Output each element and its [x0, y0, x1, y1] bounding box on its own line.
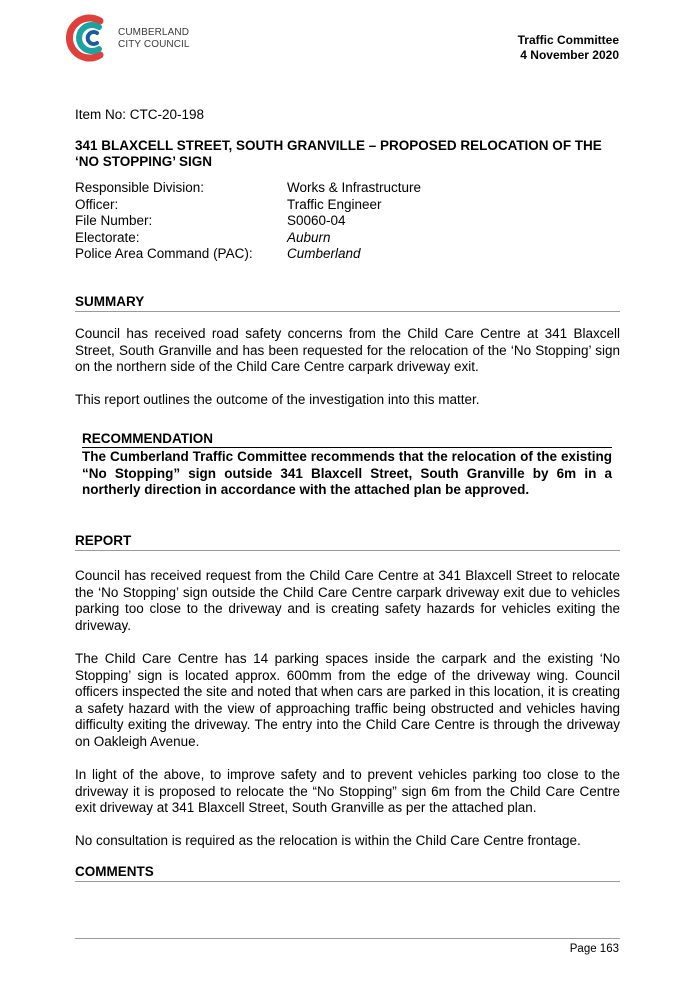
report-heading: REPORT: [75, 533, 620, 551]
meta-row: [75, 213, 421, 230]
cumberland-logo-icon: [66, 12, 114, 64]
meta-value: S0060-04: [287, 213, 346, 228]
logo-wordmark: [118, 27, 190, 51]
page-number: Page 163: [569, 943, 619, 955]
summary-paragraph-1: Council has received road safety concerns from the Child Care Centre at 341 Blaxcell Street, South Granville and has been requested for the relocation of the ‘No Stopping’ sign on the northern side of the Child Care Centre carpark driveway exit.: [75, 326, 620, 375]
report-paragraph-2: The Child Care Centre has 14 parking spaces inside the carpark and the existing ‘No Stopping’ sign is located approx. 600mm from the edge of the driveway wing. Council officers inspected the site and noted that when cars are parked in this location, it is creating a safety hazard with the view of approaching traffic being obstructed and vehicles having difficulty exiting the driveway. The entry into the Child Care Centre is through the driveway on Oakleigh Avenue.: [75, 651, 620, 749]
report-title: 341 BLAXCELL STREET, SOUTH GRANVILLE – PROPOSED RELOCATION OF THE ‘NO STOPPING’ SIGN: [75, 138, 602, 169]
meta-label: Electorate:: [75, 229, 140, 245]
report-meta: [75, 180, 421, 263]
recommendation-text: The Cumberland Traffic Committee recommends that the relocation of the existing “No Stopping” sign outside 341 Blaxcell Street, South Granville by 6m in a northerly direction in accordance with the attached plan be approved.: [82, 449, 612, 498]
item-number: Item No: CTC-20-198: [75, 107, 205, 122]
recommendation-heading: RECOMMENDATION: [82, 431, 612, 448]
meta-row: [75, 230, 421, 247]
meta-row: [75, 180, 421, 197]
report-paragraph-4: No consultation is required as the relocation is within the Child Care Centre frontage.: [75, 833, 581, 848]
meta-label: File Number:: [75, 213, 153, 228]
meta-value: Traffic Engineer: [287, 196, 382, 212]
footer-divider: [75, 938, 620, 939]
meeting-date: 4 November 2020: [520, 48, 619, 62]
meta-label: Police Area Command (PAC):: [75, 246, 253, 261]
report-paragraph-3: In light of the above, to improve safety and to prevent vehicles parking too close to the driveway it is proposed to relocate the “No Stopping” sign 6m from the Child Care Centre exit driveway at 341 Blaxcell Street, South Granville as per the attached plan.: [75, 767, 620, 816]
meta-value: Cumberland: [287, 246, 361, 261]
logo-line-1: CUMBERLAND: [118, 27, 190, 38]
meta-label: Responsible Division:: [75, 180, 205, 195]
meta-label: Officer:: [75, 196, 119, 212]
summary-paragraph-2: This report outlines the outcome of the investigation into this matter.: [75, 392, 480, 407]
header-meeting-info: [518, 33, 619, 63]
committee-name: Traffic Committee: [517, 33, 619, 47]
meta-value: Auburn: [287, 229, 331, 245]
recommendation-box: [82, 431, 612, 499]
logo-line-2: CITY COUNCIL: [118, 39, 190, 50]
meta-row: [75, 246, 421, 263]
meta-value: Works & Infrastructure: [287, 180, 422, 195]
meta-row: [75, 197, 421, 214]
report-paragraph-1: Council has received request from the Child Care Centre at 341 Blaxcell Street to relocate the ‘No Stopping’ sign outside the Child Care Centre carpark driveway exit due to vehicles parking too close to the driveway and is creating safety hazards for vehicles exiting the driveway.: [75, 568, 620, 633]
comments-heading: COMMENTS: [75, 864, 620, 882]
summary-heading: SUMMARY: [75, 294, 620, 312]
